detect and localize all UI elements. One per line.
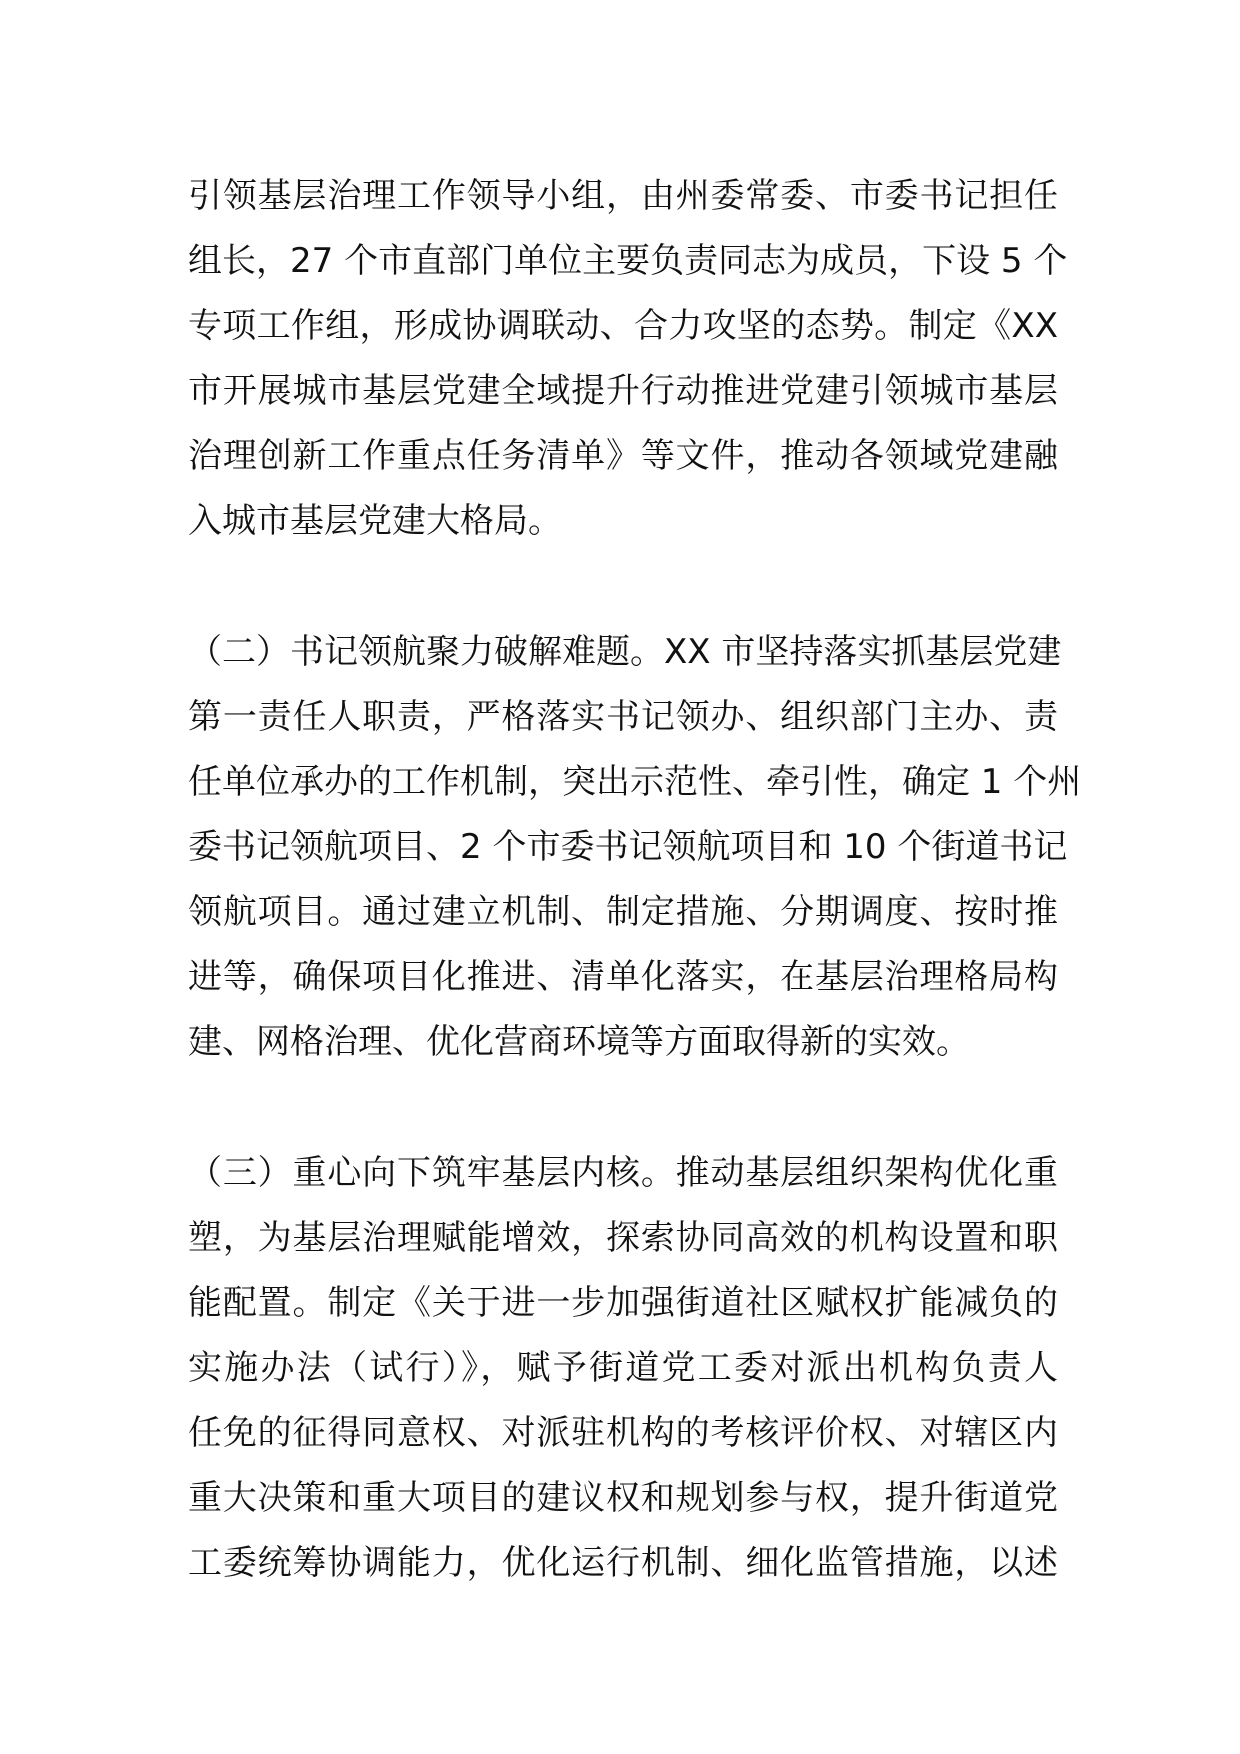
text-line: 能配置。制定《关于进一步加强街道社区赋权扩能减负的 bbox=[188, 1283, 1058, 1323]
text-line: 组长，27 个市直部门单位主要负责同志为成员，下设 5 个 bbox=[188, 241, 1068, 281]
text-line: 第一责任人职责，严格落实书记领办、组织部门主办、责 bbox=[188, 697, 1058, 737]
text-line: 任免的征得同意权、对派驻机构的考核评价权、对辖区内 bbox=[188, 1413, 1058, 1453]
text-line: 领航项目。通过建立机制、制定措施、分期调度、按时推 bbox=[188, 892, 1058, 932]
text-line: 进等，确保项目化推进、清单化落实，在基层治理格局构 bbox=[188, 957, 1058, 997]
text-line: 工委统筹协调能力，优化运行机制、细化监管措施，以述 bbox=[188, 1543, 1058, 1583]
section-heading-line: （三）重心向下筑牢基层内核。推动基层组织架构优化重 bbox=[188, 1153, 1058, 1193]
text-line: 实施办法（试行）》，赋予街道党工委对派出机构负责人 bbox=[188, 1348, 1058, 1388]
paragraph-focus-downward bbox=[188, 1141, 1058, 1596]
text-line: 治理创新工作重点任务清单》等文件，推动各领域党建融 bbox=[188, 436, 1058, 476]
paragraph-secretary-leading bbox=[188, 620, 1082, 1075]
text-line: 市开展城市基层党建全域提升行动推进党建引领城市基层 bbox=[188, 371, 1058, 411]
text-line: 委书记领航项目、2 个市委书记领航项目和 10 个街道书记 bbox=[188, 827, 1068, 867]
text-line: 入城市基层党建大格局。 bbox=[188, 501, 562, 541]
text-line: 任单位承办的工作机制，突出示范性、牵引性，确定 1 个州 bbox=[188, 762, 1082, 802]
text-line: 引领基层治理工作领导小组，由州委常委、市委书记担任 bbox=[188, 176, 1058, 216]
text-line: 重大决策和重大项目的建议权和规划参与权，提升街道党 bbox=[188, 1478, 1058, 1518]
section-heading-line: （二）书记领航聚力破解难题。XX 市坚持落实抓基层党建 bbox=[188, 632, 1062, 672]
paragraph-leadership-group bbox=[188, 164, 1068, 554]
text-line: 专项工作组，形成协调联动、合力攻坚的态势。制定《XX bbox=[188, 306, 1058, 346]
text-line: 塑，为基层治理赋能增效，探索协同高效的机构设置和职 bbox=[188, 1218, 1058, 1258]
text-line: 建、网格治理、优化营商环境等方面取得新的实效。 bbox=[188, 1022, 970, 1062]
